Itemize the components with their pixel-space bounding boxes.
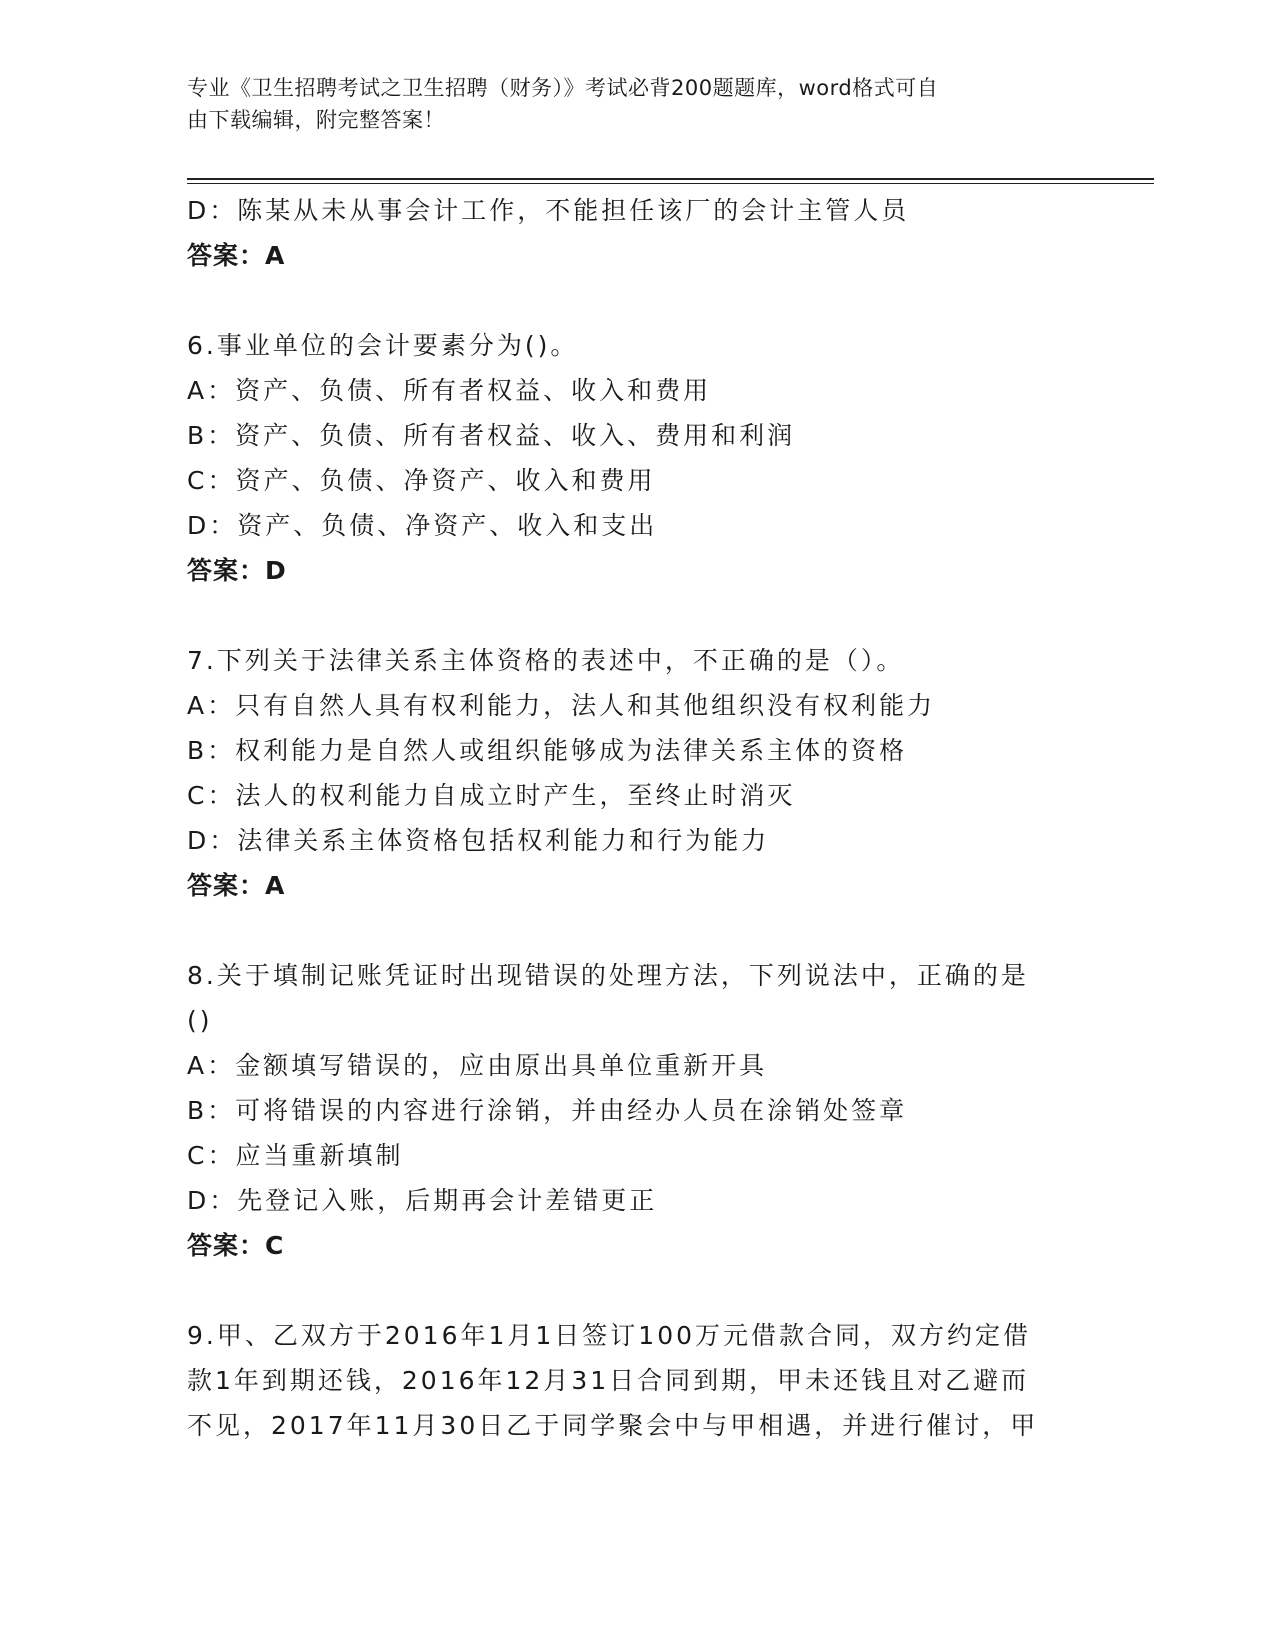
spacer <box>187 1268 1087 1313</box>
spacer <box>187 593 1087 638</box>
question-7 <box>187 638 1087 908</box>
option-b: B：权利能力是自然人或组织能够成为法律关系主体的资格 <box>187 736 908 765</box>
document-header <box>187 72 1067 136</box>
question-6 <box>187 323 1087 593</box>
answer: 答案：C <box>187 1231 285 1260</box>
option-d: D：陈某从未从事会计工作，不能担任该厂的会计主管人员 <box>187 196 910 225</box>
option-c: C：应当重新填制 <box>187 1141 404 1170</box>
question-stem: 7.下列关于法律关系主体资格的表述中，不正确的是（）。 <box>187 646 905 675</box>
answer: 答案：D <box>187 556 287 585</box>
header-line-2: 由下载编辑，附完整答案！ <box>187 108 445 132</box>
question-stem-line-2: 款1年到期还钱，2016年12月31日合同到期，甲未还钱且对乙避而 <box>187 1366 1030 1395</box>
question-list <box>187 188 1087 1448</box>
option-a: A：金额填写错误的，应由原出具单位重新开具 <box>187 1051 768 1080</box>
option-c: C：法人的权利能力自成立时产生，至终止时消灭 <box>187 781 796 810</box>
header-divider-thick <box>187 178 1154 180</box>
answer: 答案：A <box>187 871 286 900</box>
header-line-1: 专业《卫生招聘考试之卫生招聘（财务）》考试必背200题题库，word格式可自 <box>187 76 939 100</box>
spacer <box>187 278 1087 323</box>
option-c: C：资产、负债、净资产、收入和费用 <box>187 466 656 495</box>
answer: 答案：A <box>187 241 286 270</box>
question-8 <box>187 953 1087 1268</box>
header-divider-thin <box>187 183 1154 184</box>
option-b: B：资产、负债、所有者权益、收入、费用和利润 <box>187 421 796 450</box>
option-a: A：资产、负债、所有者权益、收入和费用 <box>187 376 712 405</box>
question-stem-line-1: 9.甲、乙双方于2016年1月1日签订100万元借款合同，双方约定借 <box>187 1321 1032 1350</box>
question-stem-line-3: 不见，2017年11月30日乙于同学聚会中与甲相遇，并进行催讨，甲 <box>187 1411 1039 1440</box>
option-d: D：法律关系主体资格包括权利能力和行为能力 <box>187 826 770 855</box>
question-stem-line-1: 8.关于填制记账凭证时出现错误的处理方法，下列说法中，正确的是 <box>187 961 1029 990</box>
spacer <box>187 908 1087 953</box>
option-d: D：资产、负债、净资产、收入和支出 <box>187 511 658 540</box>
option-a: A：只有自然人具有权利能力，法人和其他组织没有权利能力 <box>187 691 936 720</box>
question-stem: 6.事业单位的会计要素分为()。 <box>187 331 579 360</box>
question-stem-line-2: () <box>187 1006 213 1035</box>
question-9 <box>187 1313 1087 1448</box>
question-5-tail <box>187 188 1087 278</box>
option-d: D：先登记入账，后期再会计差错更正 <box>187 1186 658 1215</box>
option-b: B：可将错误的内容进行涂销，并由经办人员在涂销处签章 <box>187 1096 908 1125</box>
